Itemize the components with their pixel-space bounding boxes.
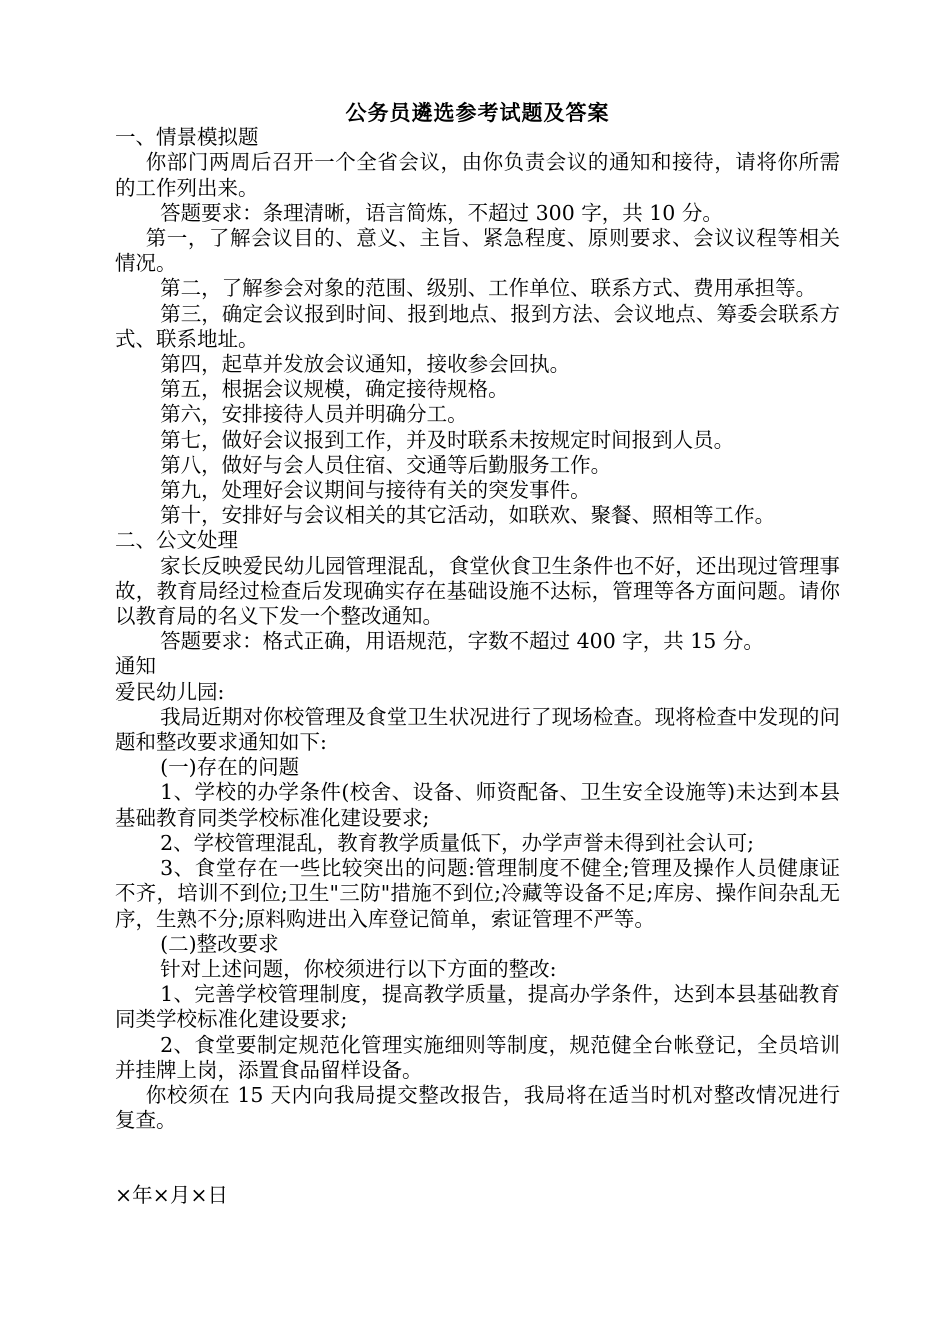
problem-item: 3、食堂存在一些比较突出的问题:管理制度不健全;管理及操作人员健康证不齐，培训不到位;卫生"三防"措施不到位;冷藏等设备不足;库房、操作间杂乱无序，生熟不分;原料购进出入库登记简单，索证管理不严等。 bbox=[115, 856, 840, 931]
problems-heading: (一)存在的问题 bbox=[160, 755, 300, 780]
document-page bbox=[115, 100, 840, 1209]
requirements-intro: 针对上述问题，你校须进行以下方面的整改: bbox=[160, 956, 557, 981]
notice-intro: 我局近期对你校管理及食堂卫生状况进行了现场检查。现将检查中发现的问题和整改要求通知如下: bbox=[115, 704, 840, 755]
section1-step: 第一，了解会议目的、意义、主旨、紧急程度、原则要求、会议议程等相关情况。 bbox=[115, 226, 840, 276]
notice-date: ×年×月×日 bbox=[115, 1183, 229, 1208]
section2-heading: 二、公文处理 bbox=[115, 528, 238, 553]
section1-heading: 一、情景模拟题 bbox=[115, 125, 259, 150]
section1-requirement: 答题要求：条理清晰，语言简炼，不超过 300 字，共 10 分。 bbox=[160, 200, 723, 225]
section1-step: 第九，处理好会议期间与接待有关的突发事件。 bbox=[160, 478, 591, 503]
section1-question: 你部门两周后召开一个全省会议，由你负责会议的通知和接待，请将你所需的工作列出来。 bbox=[115, 150, 840, 200]
section1-step: 第八，做好与会人员住宿、交通等后勤服务工作。 bbox=[160, 452, 612, 477]
requirement-item: 2、食堂要制定规范化管理实施细则等制度，规范健全台帐登记，全员培训并挂牌上岗，添置食品留样设备。 bbox=[115, 1032, 840, 1082]
section1-step: 第二，了解参会对象的范围、级别、工作单位、联系方式、费用承担等。 bbox=[160, 276, 817, 301]
section1-step: 第三，确定会议报到时间、报到地点、报到方法、会议地点、筹委会联系方式、联系地址。 bbox=[115, 301, 840, 351]
section2-requirement: 答题要求：格式正确，用语规范，字数不超过 400 字，共 15 分。 bbox=[160, 629, 764, 654]
requirement-item: 1、完善学校管理制度，提高教学质量，提高办学条件，达到本县基础教育同类学校标准化建设要求; bbox=[115, 982, 840, 1032]
section2-question: 家长反映爱民幼儿园管理混乱，食堂伙食卫生条件也不好，还出现过管理事故，教育局经过检查后发现确实存在基础设施不达标，管理等各方面问题。请你以教育局的名义下发一个整改通知。 bbox=[115, 553, 840, 629]
document-title: 公务员遴选参考试题及答案 bbox=[345, 100, 610, 125]
blank-space bbox=[115, 1133, 840, 1183]
notice-closing: 你校须在 15 天内向我局提交整改报告，我局将在适当时机对整改情况进行复查。 bbox=[115, 1082, 840, 1133]
section1-step: 第六，安排接待人员并明确分工。 bbox=[160, 402, 468, 427]
requirements-heading: (二)整改要求 bbox=[160, 931, 279, 956]
problem-item: 2、学校管理混乱，教育教学质量低下，办学声誉未得到社会认可; bbox=[160, 830, 755, 855]
notice-title: 通知 bbox=[115, 654, 156, 679]
notice-addressee: 爱民幼儿园: bbox=[115, 679, 225, 704]
section1-step: 第五，根据会议规模，确定接待规格。 bbox=[160, 377, 509, 402]
section1-step: 第四，起草并发放会议通知，接收参会回执。 bbox=[160, 352, 571, 377]
section1-step: 第十，安排好与会议相关的其它活动，如联欢、聚餐、照相等工作。 bbox=[160, 503, 776, 528]
problem-item: 1、学校的办学条件(校舍、设备、师资配备、卫生安全设施等)未达到本县基础教育同类学校标准化建设要求; bbox=[115, 780, 840, 830]
section1-step: 第七，做好会议报到工作，并及时联系未按规定时间报到人员。 bbox=[160, 427, 735, 452]
